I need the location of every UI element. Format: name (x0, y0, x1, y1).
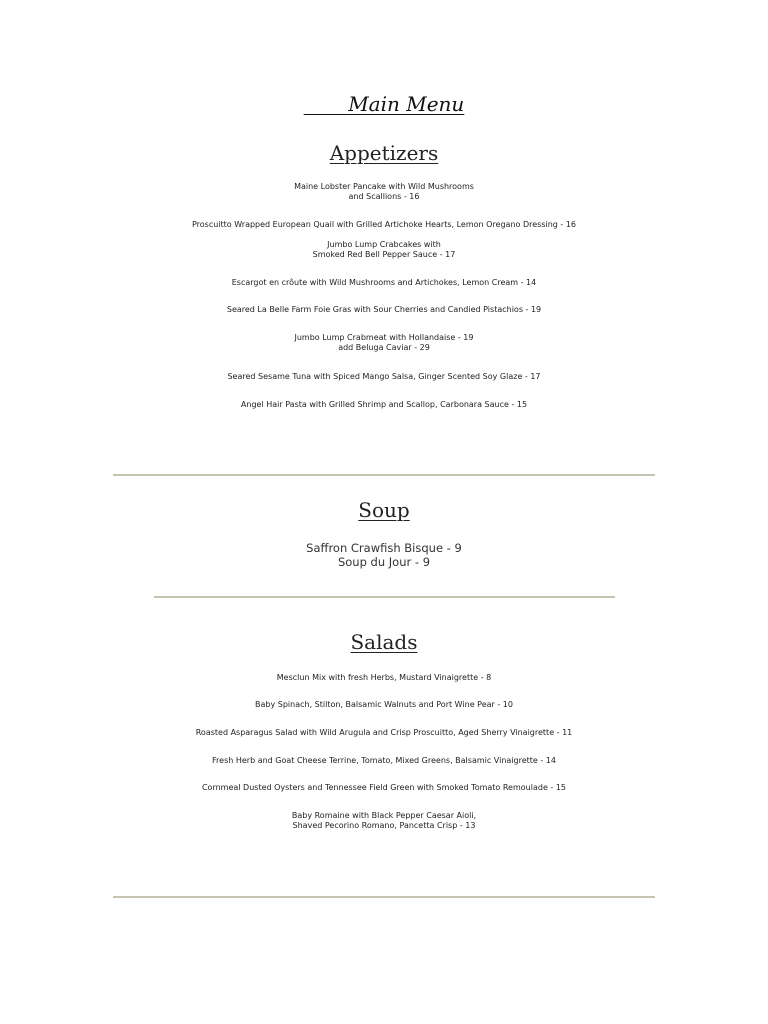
salad-line: Baby Spinach, Stilton, Balsamic Walnuts and Port Wine Pear - 10 (255, 700, 513, 709)
appetizer-line: and Scallions - 16 (348, 192, 420, 201)
salad-item (0, 811, 768, 831)
appetizer-line: Jumbo Lump Crabcakes with (327, 240, 441, 249)
appetizer-item (0, 220, 768, 230)
appetizer-line: Escargot en crôute with Wild Mushrooms and Artichokes, Lemon Cream - 14 (231, 278, 537, 287)
appetizer-item (0, 278, 768, 288)
salad-line: Cornmeal Dusted Oysters and Tennessee Field Green with Smoked Tomato Remoulade - 15 (201, 783, 567, 792)
salad-line: Roasted Asparagus Salad with Wild Arugula and Crisp Proscuitto, Aged Sherry Vinaigrette - 11 (195, 728, 573, 737)
soup-item (0, 555, 768, 569)
appetizer-line: Angel Hair Pasta with Grilled Shrimp and Scallop, Carbonara Sauce - 15 (240, 400, 528, 409)
appetizer-item (0, 305, 768, 315)
appetizer-item (0, 333, 768, 353)
salad-item (0, 700, 768, 710)
salad-line: Shaved Pecorino Romano, Pancetta Crisp - 13 (292, 821, 476, 830)
salad-line: Fresh Herb and Goat Cheese Terrine, Tomato, Mixed Greens, Balsamic Vinaigrette - 14 (212, 756, 556, 765)
salad-item (0, 756, 768, 766)
section-divider (154, 596, 615, 598)
soup-item (0, 541, 768, 555)
appetizer-line: Jumbo Lump Crabmeat with Hollandaise - 19 (294, 333, 474, 342)
appetizer-line: Seared La Belle Farm Foie Gras with Sour Cherries and Candied Pistachios - 19 (226, 305, 542, 314)
appetizer-line: Proscuitto Wrapped European Quail with Grilled Artichoke Hearts, Lemon Oregano Dressing - 16 (191, 220, 577, 229)
page-title-text: Main Menu (348, 92, 465, 116)
page-title (0, 92, 768, 116)
section-divider (113, 896, 655, 898)
appetizer-line: add Beluga Caviar - 29 (338, 343, 430, 352)
appetizer-line: Seared Sesame Tuna with Spiced Mango Salsa, Ginger Scented Soy Glaze - 17 (227, 372, 541, 381)
soup-line: Soup du Jour - 9 (337, 555, 431, 569)
salads-heading: Salads (350, 630, 418, 654)
appetizer-item (0, 182, 768, 202)
appetizers-heading: Appetizers (329, 141, 439, 165)
salad-item (0, 783, 768, 793)
soup-line: Saffron Crawfish Bisque - 9 (306, 541, 462, 555)
appetizer-line: Maine Lobster Pancake with Wild Mushrooms (294, 182, 474, 191)
appetizer-item (0, 372, 768, 382)
salad-item (0, 673, 768, 683)
salad-item (0, 728, 768, 738)
soup-heading: Soup (358, 498, 410, 522)
appetizer-item (0, 240, 768, 260)
section-divider (113, 474, 655, 476)
salad-line: Baby Romaine with Black Pepper Caesar Aioli, (291, 811, 477, 820)
salad-line: Mesclun Mix with fresh Herbs, Mustard Vinaigrette - 8 (276, 673, 492, 682)
appetizer-line: Smoked Red Bell Pepper Sauce - 17 (312, 250, 456, 259)
appetizer-item (0, 400, 768, 410)
